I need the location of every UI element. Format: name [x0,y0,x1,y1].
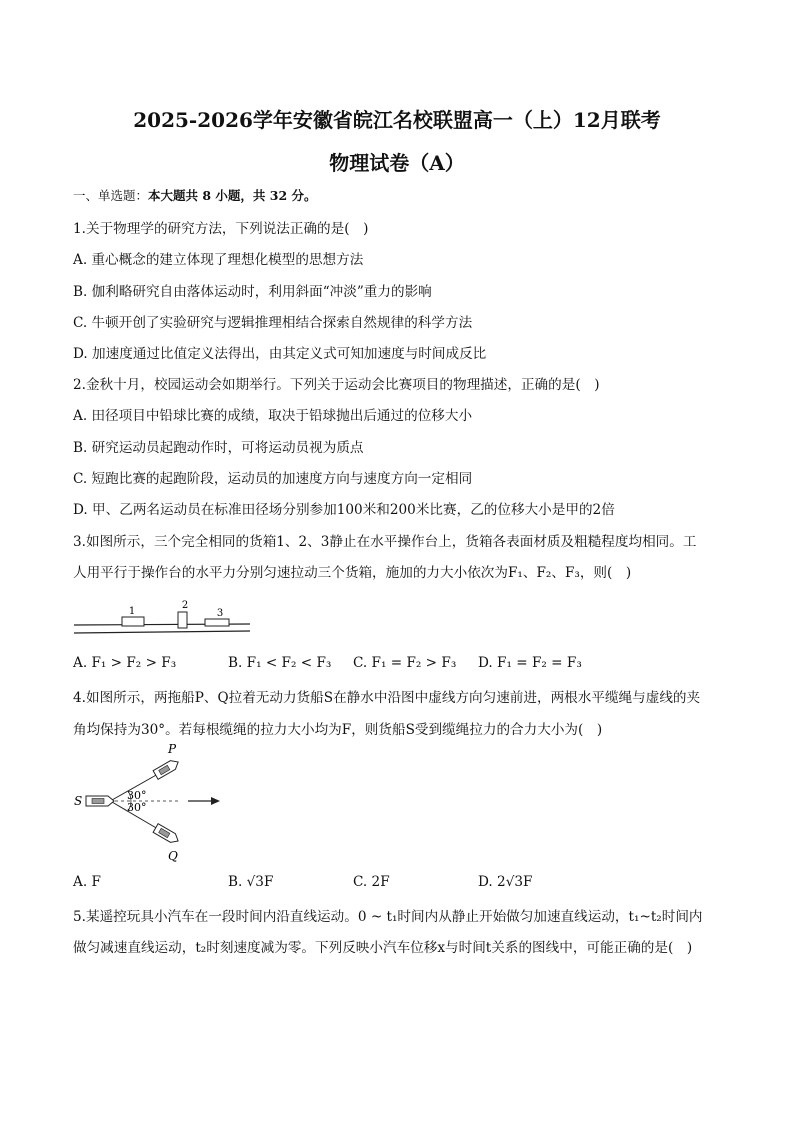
section-prefix: 一、单选题： [73,188,149,203]
q1-option-a: A. 重心概念的建立体现了理想化模型的思想方法 [73,252,364,268]
q4-tug-q [153,824,181,846]
q4-tug-p [153,758,181,780]
q2-stem: 2.金秋十月，校园运动会如期举行。下列关于运动会比赛项目的物理描述，正确的是( ) [73,377,600,393]
q1-stem: 1.关于物理学的研究方法，下列说法正确的是( ) [73,221,369,237]
q3-figure [72,598,254,640]
section-heading [73,186,317,204]
q3-label-1: 1 [128,606,136,617]
q4-arrow-head [211,797,220,805]
q1-option-c: C. 牛顿开创了实验研究与逻辑推理相结合探索自然规律的科学方法 [73,315,473,331]
q4-label-s: S [74,794,83,808]
q4-option-b: B. √3F [228,874,274,890]
q5-stem-line2: 做匀减速直线运动，t₂时刻速度减为零。下列反映小汽车位移x与时间t关系的图线中，可能正确的是( ) [73,940,693,956]
q4-angle-top-label: 30° [127,789,147,802]
q3-stem-line1: 3.如图所示，三个完全相同的货箱1、2、3静止在水平操作台上，货箱各表面材质及粗糙程度均相同。工 [73,534,697,550]
q2-option-d: D. 甲、乙两名运动员在标准田径场分别参加100米和200米比赛，乙的位移大小是甲的2倍 [73,502,615,518]
q2-option-c: C. 短跑比赛的起跑阶段，运动员的加速度方向与速度方向一定相同 [73,471,473,487]
q1-option-d: D. 加速度通过比值定义法得出，由其定义式可知加速度与时间成反比 [73,346,487,362]
q4-option-a: A. F [73,874,101,890]
q3-option-b: B. F₁ < F₂ < F₃ [228,655,332,671]
q3-table-bottom [74,631,250,633]
q1-option-b: B. 伽利略研究自由落体运动时，利用斜面“冲淡”重力的影响 [73,284,432,300]
q4-ship-s [86,796,114,806]
q4-label-q: Q [168,849,178,863]
q3-label-3: 3 [216,608,224,619]
q4-figure [70,740,230,865]
q2-option-a: A. 田径项目中铅球比赛的成绩，取决于铅球抛出后通过的位移大小 [73,408,473,424]
page-subtitle: 物理试卷（A） [329,151,465,175]
q4-stem-line1: 4.如图所示，两拖船P、Q拉着无动力货船S在静水中沿图中虚线方向匀速前进，两根水平缆绳与虚线的夹 [73,690,701,706]
q3-option-d: D. F₁ = F₂ = F₃ [478,655,582,671]
q3-label-2: 2 [181,600,189,611]
q3-option-c: C. F₁ = F₂ > F₃ [353,655,457,671]
q4-angle-bottom-label: 30° [127,801,147,814]
q3-crate-2 [178,612,187,628]
section-desc: 本大题共 8 小题，共 32 分。 [148,188,317,203]
page-title: 2025-2026学年安徽省皖江名校联盟高一（上）12月联考 [133,108,661,132]
q3-option-a: A. F₁ > F₂ > F₃ [73,655,177,671]
q4-option-d: D. 2√3F [478,874,533,890]
q5-stem-line1: 5.某遥控玩具小汽车在一段时间内沿直线运动。0 ~ t₁时间内从静止开始做匀加速直线运动，t₁~t₂时间内 [73,909,703,925]
q3-crate-3 [205,619,229,626]
q3-crate-1 [122,617,144,626]
q4-label-p: P [168,742,177,756]
q2-option-b: B. 研究运动员起跑动作时，可将运动员视为质点 [73,440,364,456]
q4-stem-line2: 角均保持为30°。若每根缆绳的拉力大小均为F，则货船S受到缆绳拉力的合力大小为( ) [73,722,603,738]
q3-stem-line2: 人用平行于操作台的水平力分别匀速拉动三个货箱，施加的力大小依次为F₁、F₂、F₃，则( ) [73,565,632,581]
q4-option-c: C. 2F [353,874,390,890]
